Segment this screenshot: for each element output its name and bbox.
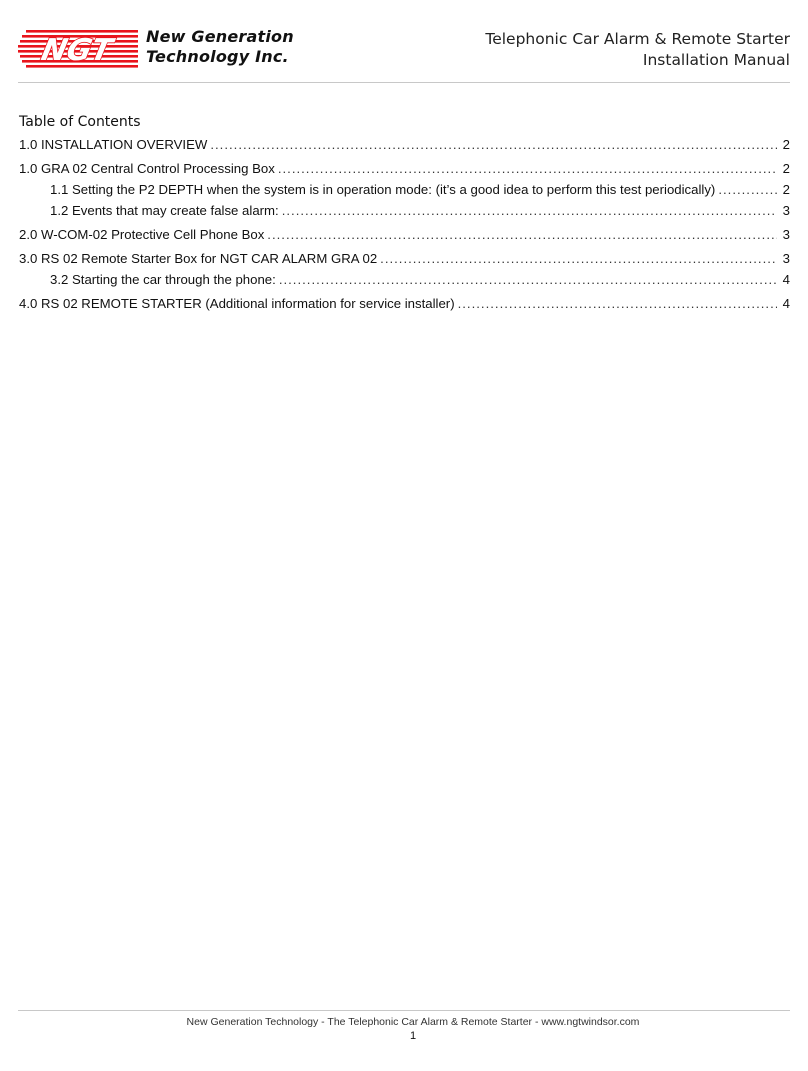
toc-page-number: 4 (782, 296, 790, 311)
toc-dot-leader (380, 251, 777, 266)
toc-entry-text: 1.1 Setting the P2 DEPTH when the system is in operation mode: (it’s a good idea to perform this test periodically) (50, 182, 716, 197)
company-name-line1: New Generation (146, 27, 294, 46)
toc-page-number: 3 (782, 251, 790, 266)
toc-entry-p2-depth[interactable] (19, 182, 790, 199)
toc-entry-text: 1.0 INSTALLATION OVERVIEW (19, 137, 208, 152)
toc-entry-starting-car-phone[interactable] (19, 272, 790, 289)
page-header (18, 26, 790, 83)
logo-text: NGT (38, 33, 116, 68)
ngt-logo-graphic (18, 26, 138, 72)
document-title-line1: Telephonic Car Alarm & Remote Starter (485, 30, 790, 48)
company-name (146, 27, 294, 67)
toc-heading: Table of Contents (19, 114, 141, 130)
toc-dot-leader (210, 137, 777, 152)
table-of-contents (19, 137, 790, 313)
toc-page-number: 2 (782, 137, 790, 152)
toc-dot-leader (282, 203, 777, 218)
document-title-line2: Installation Manual (642, 51, 790, 69)
toc-entry-text: 4.0 RS 02 REMOTE STARTER (Additional information for service installer) (19, 296, 455, 311)
footer-text: New Generation Technology - The Telephonic Car Alarm & Remote Starter - www.ngtwindsor.com (186, 1016, 640, 1028)
toc-page-number: 2 (782, 161, 790, 176)
toc-entry-false-alarm-events[interactable] (19, 203, 790, 220)
toc-page-number: 2 (782, 182, 790, 197)
toc-page-number: 3 (782, 203, 790, 218)
toc-dot-leader (458, 296, 777, 311)
toc-entry-text: 2.0 W-COM-02 Protective Cell Phone Box (19, 227, 265, 242)
toc-dot-leader (279, 272, 777, 287)
footer-divider (18, 1010, 790, 1011)
document-title (485, 29, 790, 71)
toc-entry-gra02-box[interactable] (19, 161, 790, 178)
toc-page-number: 3 (782, 227, 790, 242)
toc-entry-wcom02-box[interactable] (19, 227, 790, 244)
toc-entry-rs02-remote-starter[interactable] (19, 296, 790, 313)
toc-dot-leader (267, 227, 777, 242)
toc-dot-leader (718, 182, 777, 197)
toc-entry-text: 1.2 Events that may create false alarm: (50, 203, 279, 218)
toc-entry-text: 1.0 GRA 02 Central Control Processing Box (19, 161, 275, 176)
company-name-line2: Technology Inc. (146, 47, 289, 66)
page-number: 1 (409, 1030, 417, 1042)
toc-entry-text: 3.2 Starting the car through the phone: (50, 272, 276, 287)
toc-page-number: 4 (782, 272, 790, 287)
toc-dot-leader (278, 161, 777, 176)
toc-entry-rs02-box[interactable] (19, 251, 790, 268)
toc-entry-installation-overview[interactable] (19, 137, 790, 154)
toc-entry-text: 3.0 RS 02 Remote Starter Box for NGT CAR ALARM GRA 02 (19, 251, 378, 266)
ngt-logo (18, 26, 318, 74)
